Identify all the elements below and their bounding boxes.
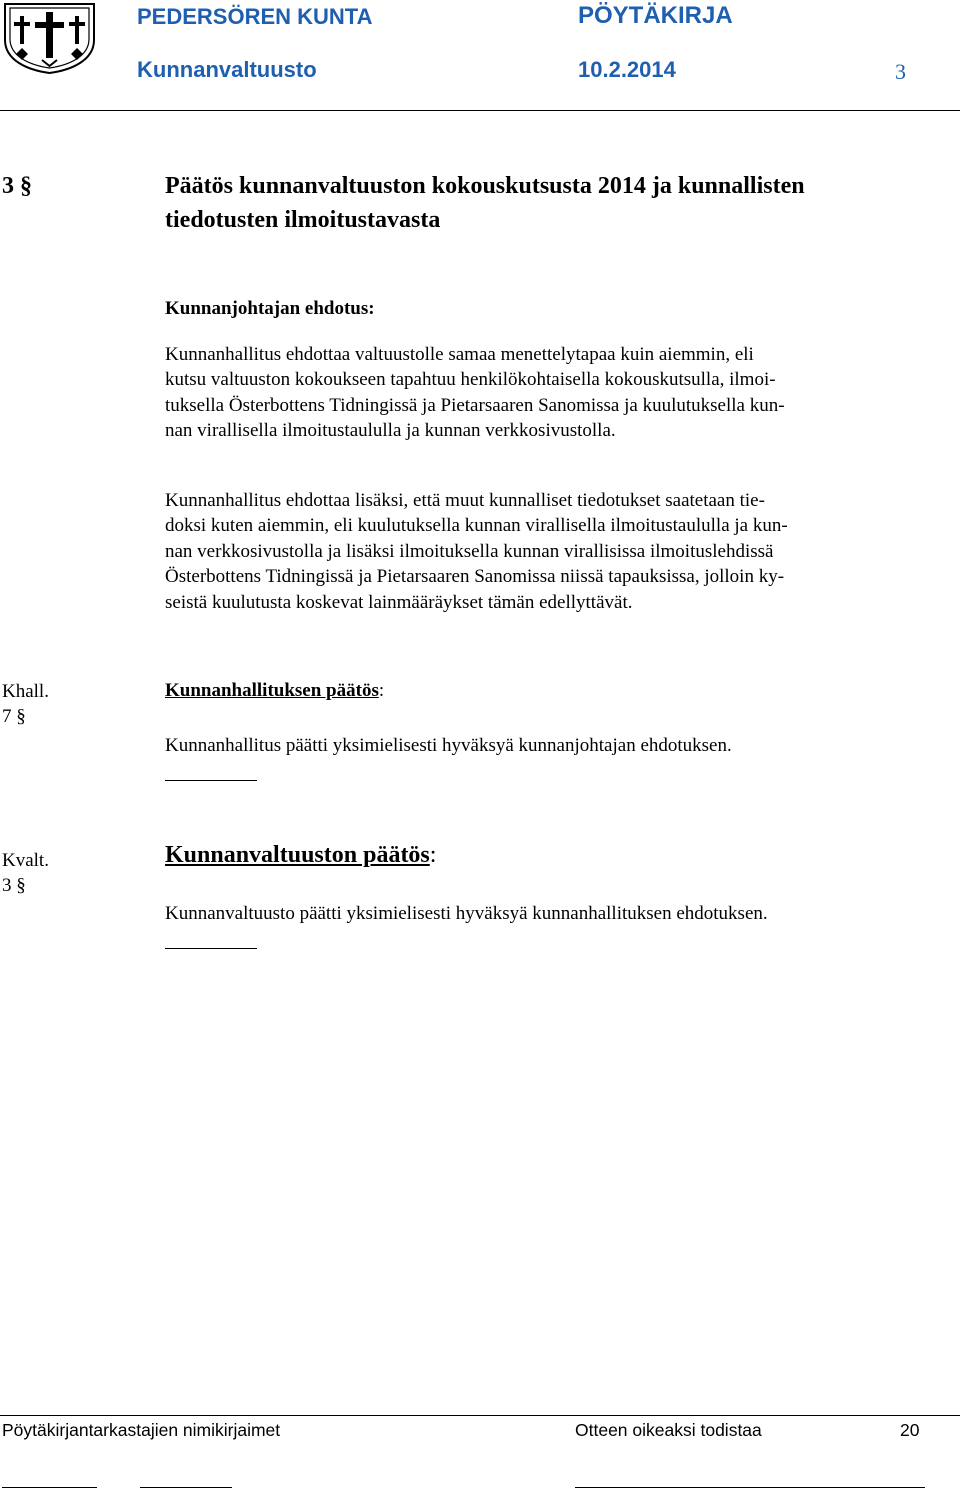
proposal-paragraph-2	[165, 488, 788, 615]
side-label-line: Khall.	[2, 681, 49, 702]
proposal-paragraph-1	[165, 342, 785, 444]
council-side-label	[2, 848, 49, 898]
footer-initials-label: Pöytäkirjantarkastajien nimikirjaimet	[2, 1420, 281, 1440]
footer-certification-label: Otteen oikeaksi todistaa	[575, 1420, 762, 1440]
text-line: tuksella Österbottens Tidningissä ja Pietarsaaren Sanomissa ja kuulutuksella kun-	[165, 394, 785, 416]
footer-divider	[0, 1415, 960, 1416]
document-type: PÖYTÄKIRJA	[578, 2, 733, 29]
footer-page-number: 20	[900, 1420, 920, 1440]
proposal-heading: Kunnanjohtajan ehdotus:	[165, 298, 375, 319]
text-line: Österbottens Tidningissä ja Pietarsaaren Sanomissa niissä tapauksissa, jolloin ky-	[165, 566, 785, 588]
side-label-line: Kvalt.	[2, 850, 49, 871]
heading-colon: :	[429, 842, 437, 868]
side-label-line: 7 §	[2, 706, 26, 727]
board-side-label	[2, 679, 49, 729]
council-decision-end-rule	[165, 948, 257, 949]
header-divider	[0, 110, 960, 111]
text-line: Kunnanhallitus ehdottaa lisäksi, että muut kunnalliset tiedotukset saatetaan tie-	[165, 490, 765, 511]
board-decision-heading-wrap	[165, 680, 384, 702]
municipality-name: PEDERSÖREN KUNTA	[137, 4, 373, 29]
section-title	[165, 169, 805, 237]
board-decision-heading: Kunnanhallituksen päätös	[165, 680, 379, 701]
side-label-line: 3 §	[2, 875, 26, 896]
text-line: nan verkkosivustolla ja lisäksi ilmoituksella kunnan virallisissa ilmoituslehdissä	[165, 540, 774, 562]
council-decision-heading-wrap	[165, 842, 436, 869]
meeting-date: 10.2.2014	[578, 57, 676, 82]
text-line: nan virallisella ilmoitustaululla ja kunnan verkkosivustolla.	[165, 420, 616, 442]
section-number: 3 §	[2, 173, 32, 199]
heading-colon: :	[378, 680, 385, 701]
council-decision-heading: Kunnanvaltuuston päätös	[165, 842, 430, 868]
section-title-line: tiedotusten ilmoitustavasta	[165, 207, 441, 233]
text-line: kutsu valtuuston kokoukseen tapahtuu henkilökohtaisella kokouskutsulla, ilmoi-	[165, 369, 776, 391]
signature-line	[2, 1487, 97, 1488]
municipal-crest-icon	[2, 2, 97, 74]
governing-body: Kunnanvaltuusto	[137, 57, 317, 82]
signature-line	[575, 1487, 925, 1488]
section-title-line: Päätös kunnanvaltuuston kokouskutsusta 2014 ja kunnallisten	[165, 173, 805, 199]
text-line: doksi kuten aiemmin, eli kuulutuksella kunnan virallisella ilmoitustaululla ja kun-	[165, 515, 788, 537]
text-line: Kunnanhallitus ehdottaa valtuustolle samaa menettelytapaa kuin aiemmin, eli	[165, 344, 754, 365]
text-line: seistä kuulutusta koskevat lainmääräykset tämän edellyttävät.	[165, 591, 633, 613]
signature-line	[140, 1487, 232, 1488]
council-decision-text: Kunnanvaltuusto päätti yksimielisesti hyväksyä kunnanhallituksen ehdotuksen.	[165, 903, 768, 924]
page-number: 3	[895, 59, 906, 84]
board-decision-end-rule	[165, 780, 257, 781]
board-decision-text: Kunnanhallitus päätti yksimielisesti hyväksyä kunnanjohtajan ehdotuksen.	[165, 735, 732, 756]
